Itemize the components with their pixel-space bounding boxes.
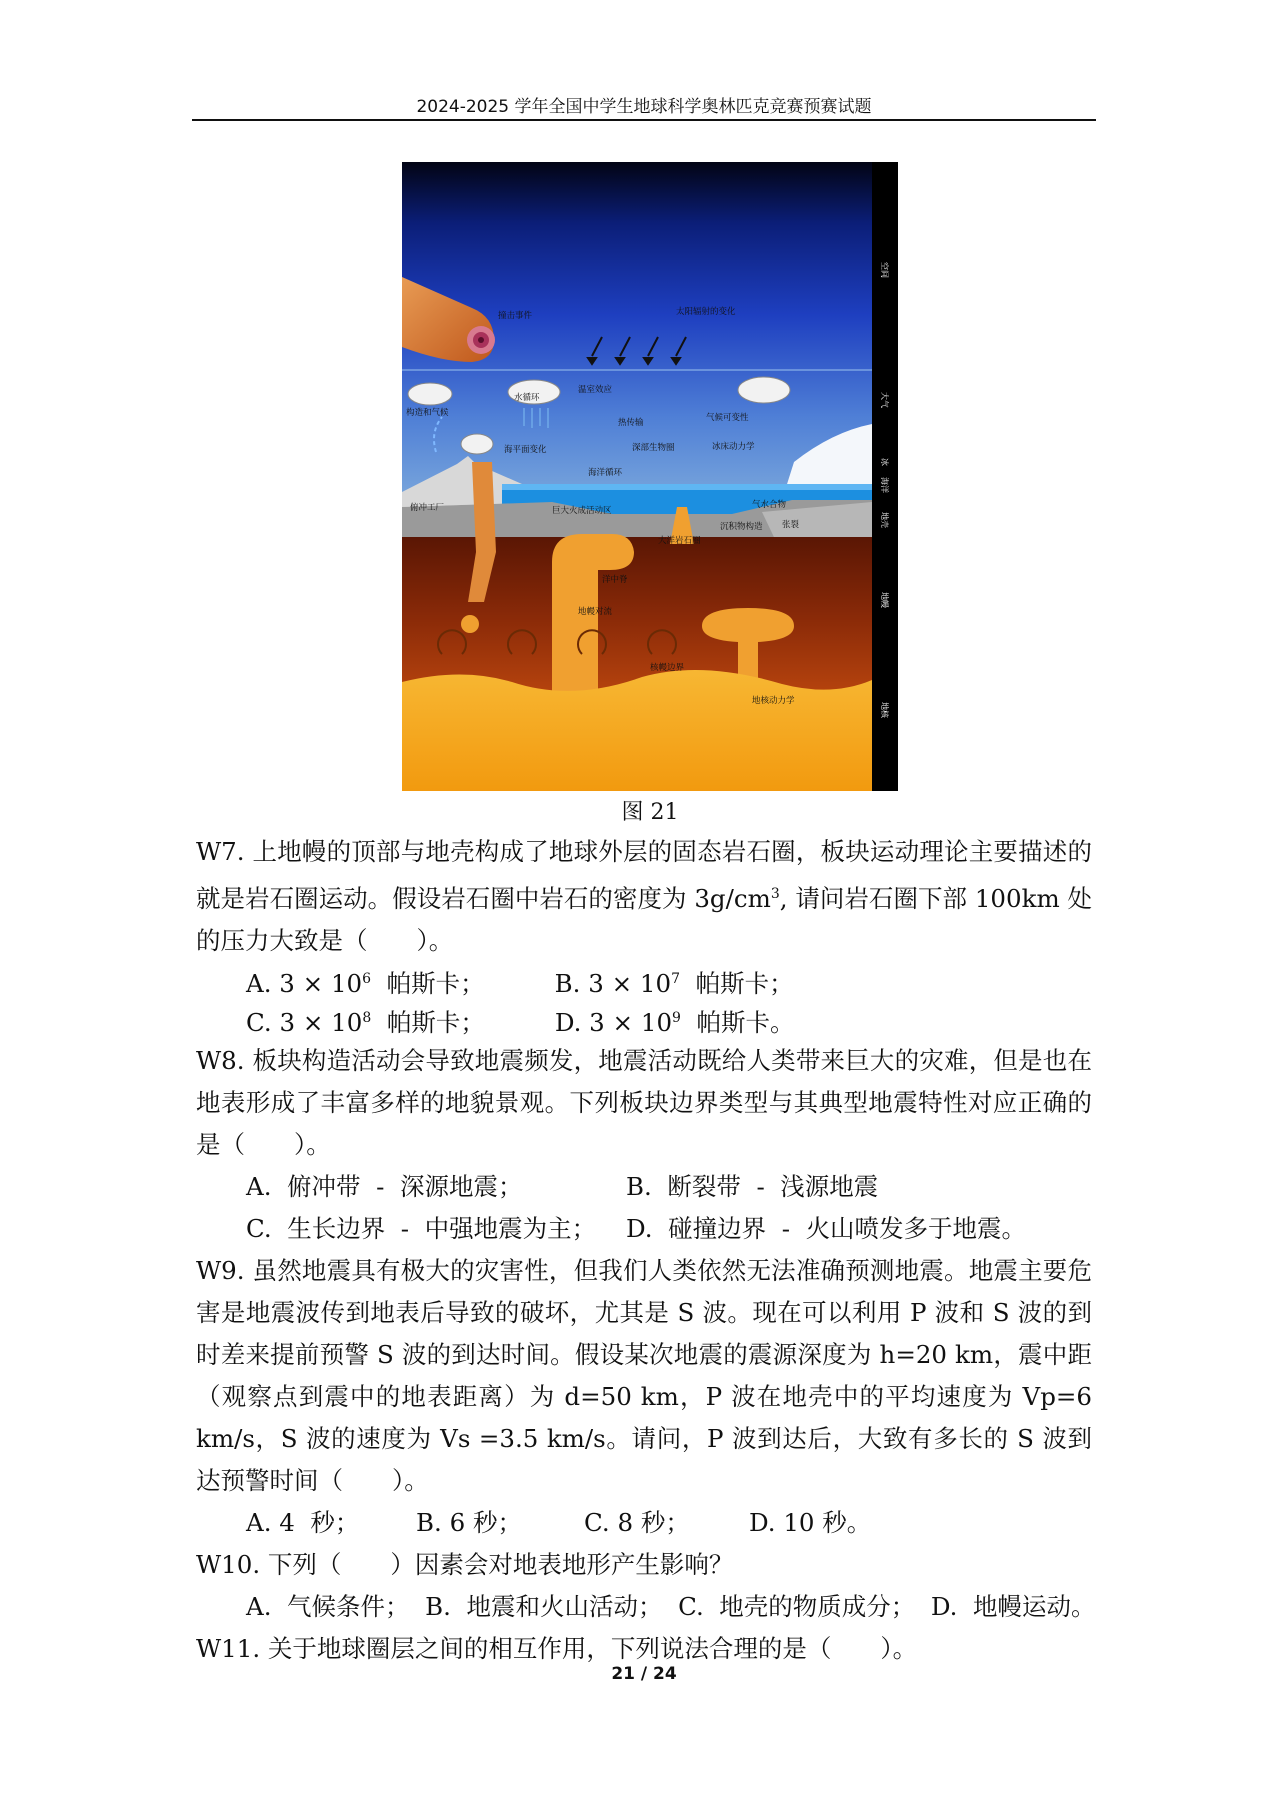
w7-option-a[interactable]: A. $3 \times 10^6$ 帕斯卡； <box>246 969 485 999</box>
label-core-dynamics: 地核动力学 <box>752 696 795 706</box>
label-rifting: 张裂 <box>782 520 800 530</box>
label-igneous-province: 巨大火成活动区 <box>552 506 612 516</box>
label-greenhouse: 温室效应 <box>578 385 613 395</box>
label-climate-variability: 气候可变性 <box>706 413 749 423</box>
w7-options-row1 <box>196 962 1092 1001</box>
side-label-core: 地核 <box>880 702 889 718</box>
label-sediment-tectonics: 沉积物构造 <box>720 522 763 532</box>
side-label-ocean: 海洋 <box>880 477 889 493</box>
earth-system-diagram <box>402 162 898 791</box>
w8-option-a[interactable]: A. 俯冲带 - 深源地震； <box>246 1172 523 1202</box>
question-w10: W10. 下列（ ）因素会对地表地形产生影响？ <box>196 1550 734 1580</box>
w10-options[interactable]: A. 气候条件； B. 地震和火山活动； C. 地壳的物质成分； D. 地幔运动。 <box>246 1592 1096 1622</box>
label-ridge: 洋中脊 <box>602 575 628 585</box>
side-label-mantle: 地幔 <box>880 592 889 608</box>
label-gas-hydrates: 气水合物 <box>752 500 787 510</box>
w8-option-d[interactable]: D. 碰撞边界 - 火山喷发多于地震。 <box>626 1214 1027 1244</box>
questions <box>196 831 1096 1670</box>
label-tectonic-climate: 构造和气候 <box>406 408 449 418</box>
side-label-atmosphere: 大气 <box>880 392 889 408</box>
label-mantle-convection: 地幔对流 <box>578 607 613 617</box>
label-subduction-factory: 俯冲工厂 <box>410 503 445 513</box>
label-water-cycle: 水循环 <box>514 393 540 403</box>
earth-system-figure <box>402 162 898 791</box>
header-divider <box>192 119 1096 121</box>
w7-option-b[interactable]: B. $3 \times 10^7$ 帕斯卡； <box>554 969 794 999</box>
label-heat-transport: 热传输 <box>618 418 644 428</box>
label-core-mantle-boundary: 核幔边界 <box>650 663 685 673</box>
question-w11: W11. 关于地球圈层之间的相互作用，下列说法合理的是（ ）。 <box>196 1634 918 1664</box>
side-label-crust: 地壳 <box>880 512 889 528</box>
page-header: 2024-2025 学年全国中学生地球科学奥林匹克竞赛预赛试题 <box>416 97 872 117</box>
w8-option-b[interactable]: B. 断裂带 - 浅源地震 <box>626 1172 879 1202</box>
w8-options-row1 <box>196 1166 1092 1208</box>
label-impact: 撞击事件 <box>498 311 533 321</box>
w7-option-d[interactable]: D. $3 \times 10^9$ 帕斯卡。 <box>554 1008 795 1038</box>
w7-option-c[interactable]: C. $3 \times 10^8$ 帕斯卡； <box>246 1008 485 1038</box>
label-solar: 太阳辐射的变化 <box>676 307 736 317</box>
page-number: 21 / 24 <box>611 1664 677 1684</box>
w9-option-b[interactable]: B. 6 秒； <box>416 1508 522 1538</box>
label-ocean-lithosphere: 大洋岩石圈 <box>658 536 701 546</box>
question-w7: W7. 上地幔的顶部与地壳构成了地球外层的固态岩石圈，板块运动理论主要描述的就是岩石圈运动。假设岩石圈中岩石的密度为 $3g/cm^3$, 请问岩石圈下部 100km 处的压力大致是（ ）。 <box>196 837 1093 956</box>
label-ocean-circulation: 海洋循环 <box>588 468 623 478</box>
side-label-ice: 冰 <box>880 458 889 466</box>
w8-options-row2 <box>196 1208 1092 1250</box>
side-label-space: 空间 <box>880 262 889 278</box>
figure-caption: 图 21 <box>621 800 679 825</box>
w7-options-row2 <box>196 1001 1092 1040</box>
label-ice-dynamics: 冰床动力学 <box>712 442 755 452</box>
w9-options <box>196 1502 1092 1544</box>
question-w9: W9. 虽然地震具有极大的灾害性，但我们人类依然无法准确预测地震。地震主要危害是地震波传到地表后导致的破坏，尤其是 S 波。现在可以利用 P 波和 S 波的到时差来提前预警 S 波的到达时间。假设某次地震的震源深度为 h=20 km，震中距（观察点到震中的地表距离）为 d=50 km，P 波在地壳中的平均速度为 Vp=6 km/s，S 波的速度为 Vs =3.5 km/s。请问，P 波到达后，大致有多长的 S 波到达预警时间（ ）。 <box>196 1256 1092 1496</box>
question-w8: W8. 板块构造活动会导致地震频发，地震活动既给人类带来巨大的灾难，但是也在地表形成了丰富多样的地貌景观。下列板块边界类型与其典型地震特性对应正确的是（ ）。 <box>196 1046 1092 1160</box>
w9-option-c[interactable]: C. 8 秒； <box>584 1508 690 1538</box>
label-sea-level: 海平面变化 <box>504 445 547 455</box>
w9-option-a[interactable]: A. 4 秒； <box>246 1508 360 1538</box>
label-deep-biosphere: 深部生物圈 <box>632 443 675 453</box>
w9-option-d[interactable]: D. 10 秒。 <box>749 1508 872 1538</box>
w8-option-c[interactable]: C. 生长边界 - 中强地震为主； <box>246 1214 597 1244</box>
